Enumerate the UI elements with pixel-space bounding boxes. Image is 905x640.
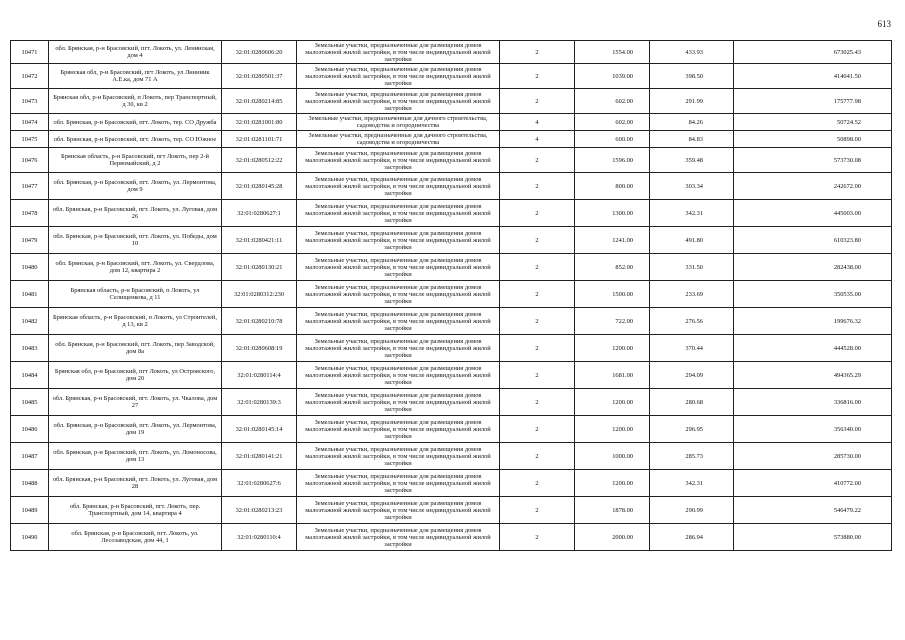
area-cell: 602.00 (575, 89, 650, 114)
area-cell: 602.00 (575, 114, 650, 131)
area-cell: 2000.00 (575, 524, 650, 551)
cadastral-number-cell: 32:01:0280312:230 (222, 281, 297, 308)
area-cell: 1554.00 (575, 41, 650, 64)
category-cell: 2 (500, 148, 575, 173)
permitted-use-cell: Земельные участки, предназначенные для размещения домов малоэтажной жилой застройки, в том числе индивидуальной жилой застройки (297, 173, 500, 200)
cadastral-value-cell: 50724.52 (734, 114, 892, 131)
specific-value-cell: 342.31 (650, 200, 734, 227)
cadastral-value-cell: 414041.50 (734, 64, 892, 89)
table-row (11, 200, 892, 227)
table-row (11, 131, 892, 148)
table-row (11, 64, 892, 89)
cadastral-number-cell: 32:01:0280627:1 (222, 200, 297, 227)
cadastral-value-cell: 199676.32 (734, 308, 892, 335)
permitted-use-cell: Земельные участки, предназначенные для дачного строительства, садоводства и огородничества (297, 131, 500, 148)
specific-value-cell: 285.73 (650, 443, 734, 470)
cadastral-value-cell: 410772.00 (734, 470, 892, 497)
specific-value-cell: 233.69 (650, 281, 734, 308)
table-row (11, 362, 892, 389)
cadastral-number-cell: 32:01:0280141:21 (222, 443, 297, 470)
permitted-use-cell: Земельные участки, предназначенные для размещения домов малоэтажной жилой застройки, в том числе индивидуальной жилой застройки (297, 148, 500, 173)
cadastral-number-cell: 32:01:0280214:85 (222, 89, 297, 114)
row-number: 10486 (11, 416, 49, 443)
address-cell: Брянская область, р-н Брасовский, п Локоть, ул Селищенкова, д 11 (49, 281, 222, 308)
row-number: 10478 (11, 200, 49, 227)
row-number: 10490 (11, 524, 49, 551)
address-cell: обл. Брянская, р-н Брасовский, пгт. Локоть, ул. Ленинская, дом 4 (49, 41, 222, 64)
specific-value-cell: 370.44 (650, 335, 734, 362)
table-row (11, 114, 892, 131)
address-cell: обл. Брянская, р-н Брасовский, пгт. Локоть, ул. Луговая, дом 26 (49, 200, 222, 227)
cadastral-number-cell: 32:01:0280421:11 (222, 227, 297, 254)
area-cell: 800.00 (575, 173, 650, 200)
specific-value-cell: 286.94 (650, 524, 734, 551)
row-number: 10471 (11, 41, 49, 64)
cadastral-number-cell: 32:01:0280110:4 (222, 524, 297, 551)
area-cell: 600.00 (575, 131, 650, 148)
address-cell: Брянская обл, р-н Брасовский, пгт Локоть, ул Линниик А.Е.ка, дом 71 А (49, 64, 222, 89)
table-row (11, 389, 892, 416)
address-cell: обл. Брянская, р-н Брасовский, пгт. Локоть, ул. Свердлова, дом 12, квартира 2 (49, 254, 222, 281)
permitted-use-cell: Земельные участки, предназначенные для размещения домов малоэтажной жилой застройки, в том числе индивидуальной жилой застройки (297, 362, 500, 389)
address-cell: обл. Брянская, р-н Брасовский, пгт. Локоть, тер. СО Дружба (49, 114, 222, 131)
cadastral-number-cell: 32:01:0280512:22 (222, 148, 297, 173)
area-cell: 1039.00 (575, 64, 650, 89)
cadastral-value-cell: 175777.98 (734, 89, 892, 114)
permitted-use-cell: Земельные участки, предназначенные для размещения домов малоэтажной жилой застройки, в том числе индивидуальной жилой застройки (297, 308, 500, 335)
address-cell: обл. Брянская, р-н Брасовский, пгт. Локоть, ул. Победы, дом 10 (49, 227, 222, 254)
area-cell: 722.00 (575, 308, 650, 335)
category-cell: 2 (500, 524, 575, 551)
address-cell: обл. Брянская, р-н Брасовский, пгт. Локоть, ул. Лермонтова, дом 9 (49, 173, 222, 200)
address-cell: Брянская обл, р-н Брасовский, пгт Локоть, ул Островского, дом 20 (49, 362, 222, 389)
row-number: 10474 (11, 114, 49, 131)
permitted-use-cell: Земельные участки, предназначенные для размещения домов малоэтажной жилой застройки, в том числе индивидуальной жилой застройки (297, 254, 500, 281)
permitted-use-cell: Земельные участки, предназначенные для размещения домов малоэтажной жилой застройки, в том числе индивидуальной жилой застройки (297, 470, 500, 497)
category-cell: 2 (500, 173, 575, 200)
permitted-use-cell: Земельные участки, предназначенные для размещения домов малоэтажной жилой застройки, в том числе индивидуальной жилой застройки (297, 524, 500, 551)
category-cell: 2 (500, 254, 575, 281)
address-cell: обл. Брянская, р-н Брасовский, пгт. Локоть, ул. Луговая, дом 28 (49, 470, 222, 497)
table-row (11, 443, 892, 470)
address-cell: Брянская область, р-н Брасовский, п Локоть, ул Строителей, д 13, кв 2 (49, 308, 222, 335)
table-row (11, 416, 892, 443)
cadastral-value-cell: 285730.00 (734, 443, 892, 470)
table-row (11, 497, 892, 524)
cadastral-value-cell: 573730.08 (734, 148, 892, 173)
category-cell: 2 (500, 281, 575, 308)
cadastral-value-cell: 610323.80 (734, 227, 892, 254)
specific-value-cell: 303.34 (650, 173, 734, 200)
specific-value-cell: 276.56 (650, 308, 734, 335)
cadastral-number-cell: 32:01:0280501:37 (222, 64, 297, 89)
row-number: 10476 (11, 148, 49, 173)
area-cell: 1681.00 (575, 362, 650, 389)
specific-value-cell: 342.31 (650, 470, 734, 497)
category-cell: 2 (500, 470, 575, 497)
category-cell: 2 (500, 308, 575, 335)
category-cell: 2 (500, 227, 575, 254)
cadastral-value-cell: 445003.00 (734, 200, 892, 227)
category-cell: 2 (500, 443, 575, 470)
cadastral-number-cell: 32:01:0280606:20 (222, 41, 297, 64)
address-cell: обл. Брянская, р-н Брасовский, пгт. Локоть, ул. Лермонтова, дом 19 (49, 416, 222, 443)
specific-value-cell: 280.68 (650, 389, 734, 416)
area-cell: 1000.00 (575, 443, 650, 470)
table-row (11, 470, 892, 497)
cadastral-number-cell: 32:01:0280213:23 (222, 497, 297, 524)
category-cell: 2 (500, 389, 575, 416)
table-row (11, 524, 892, 551)
permitted-use-cell: Земельные участки, предназначенные для размещения домов малоэтажной жилой застройки, в том числе индивидуальной жилой застройки (297, 416, 500, 443)
row-number: 10485 (11, 389, 49, 416)
cadastral-value-cell: 356340.00 (734, 416, 892, 443)
permitted-use-cell: Земельные участки, предназначенные для размещения домов малоэтажной жилой застройки, в том числе индивидуальной жилой застройки (297, 281, 500, 308)
address-cell: Брянская область, р-н Брасовский, пгт Локоть, пер 2-й Первомайский, д 2 (49, 148, 222, 173)
table-row (11, 335, 892, 362)
address-cell: обл. Брянская, р-н Брасовский, пгт. Локоть, ул. Лесозаводская, дом 44, 1 (49, 524, 222, 551)
category-cell: 2 (500, 335, 575, 362)
table-row (11, 148, 892, 173)
specific-value-cell: 290.99 (650, 497, 734, 524)
cadastral-value-cell: 546479.22 (734, 497, 892, 524)
table-row (11, 281, 892, 308)
row-number: 10487 (11, 443, 49, 470)
area-cell: 1241.00 (575, 227, 650, 254)
row-number: 10489 (11, 497, 49, 524)
row-number: 10475 (11, 131, 49, 148)
permitted-use-cell: Земельные участки, предназначенные для размещения домов малоэтажной жилой застройки, в том числе индивидуальной жилой застройки (297, 41, 500, 64)
specific-value-cell: 84.83 (650, 131, 734, 148)
cadastral-value-cell: 50898.00 (734, 131, 892, 148)
specific-value-cell: 294.09 (650, 362, 734, 389)
row-number: 10480 (11, 254, 49, 281)
area-cell: 1300.00 (575, 200, 650, 227)
category-cell: 2 (500, 200, 575, 227)
category-cell: 2 (500, 89, 575, 114)
table-row (11, 173, 892, 200)
address-cell: обл. Брянская, р-н Брасовский, пгт. Локоть, ул. Чкалова, дом 27 (49, 389, 222, 416)
category-cell: 2 (500, 362, 575, 389)
area-cell: 1200.00 (575, 335, 650, 362)
permitted-use-cell: Земельные участки, предназначенные для размещения домов малоэтажной жилой застройки, в том числе индивидуальной жилой застройки (297, 200, 500, 227)
cadastral-value-cell: 242672.00 (734, 173, 892, 200)
cadastral-value-cell: 573880.00 (734, 524, 892, 551)
permitted-use-cell: Земельные участки, предназначенные для размещения домов малоэтажной жилой застройки, в том числе индивидуальной жилой застройки (297, 389, 500, 416)
cadastral-number-cell: 32:01:0281101:71 (222, 131, 297, 148)
cadastral-number-cell: 32:01:0281001:80 (222, 114, 297, 131)
cadastral-value-cell: 350535.00 (734, 281, 892, 308)
area-cell: 852.00 (575, 254, 650, 281)
specific-value-cell: 491.80 (650, 227, 734, 254)
row-number: 10477 (11, 173, 49, 200)
permitted-use-cell: Земельные участки, предназначенные для размещения домов малоэтажной жилой застройки, в том числе индивидуальной жилой застройки (297, 64, 500, 89)
table-row (11, 41, 892, 64)
specific-value-cell: 398.50 (650, 64, 734, 89)
area-cell: 1200.00 (575, 470, 650, 497)
category-cell: 2 (500, 497, 575, 524)
cadastral-value-cell: 494365.29 (734, 362, 892, 389)
specific-value-cell: 331.50 (650, 254, 734, 281)
table-row (11, 227, 892, 254)
cadastral-number-cell: 32:01:0280114:4 (222, 362, 297, 389)
category-cell: 2 (500, 416, 575, 443)
row-number: 10482 (11, 308, 49, 335)
category-cell: 2 (500, 64, 575, 89)
row-number: 10479 (11, 227, 49, 254)
specific-value-cell: 291.99 (650, 89, 734, 114)
row-number: 10481 (11, 281, 49, 308)
permitted-use-cell: Земельные участки, предназначенные для размещения домов малоэтажной жилой застройки, в том числе индивидуальной жилой застройки (297, 227, 500, 254)
table-body (11, 41, 892, 551)
cadastral-value-cell: 673025.43 (734, 41, 892, 64)
page-number: 613 (877, 19, 891, 29)
cadastral-value-cell: 282438.00 (734, 254, 892, 281)
permitted-use-cell: Земельные участки, предназначенные для размещения домов малоэтажной жилой застройки, в том числе индивидуальной жилой застройки (297, 335, 500, 362)
permitted-use-cell: Земельные участки, предназначенные для дачного строительства, садоводства и огородничества (297, 114, 500, 131)
row-number: 10484 (11, 362, 49, 389)
cadastral-number-cell: 32:01:0280145:14 (222, 416, 297, 443)
area-cell: 1596.00 (575, 148, 650, 173)
area-cell: 1500.00 (575, 281, 650, 308)
cadastral-number-cell: 32:01:0280130:21 (222, 254, 297, 281)
cadastral-number-cell: 32:01:0280627:6 (222, 470, 297, 497)
area-cell: 1878.00 (575, 497, 650, 524)
table-row (11, 254, 892, 281)
address-cell: обл. Брянская, р-н Брасовский, пгт. Локоть, пер. Транспортный, дом 14, квартира 4 (49, 497, 222, 524)
specific-value-cell: 84.26 (650, 114, 734, 131)
area-cell: 1200.00 (575, 389, 650, 416)
specific-value-cell: 433.93 (650, 41, 734, 64)
cadastral-value-cell: 444528.00 (734, 335, 892, 362)
cadastral-number-cell: 32:01:0280139:3 (222, 389, 297, 416)
permitted-use-cell: Земельные участки, предназначенные для размещения домов малоэтажной жилой застройки, в том числе индивидуальной жилой застройки (297, 443, 500, 470)
cadastral-number-cell: 32:01:0280210:78 (222, 308, 297, 335)
address-cell: обл. Брянская, р-н Брасовский, пгт. Локоть, тер. СО Южное (49, 131, 222, 148)
area-cell: 1200.00 (575, 416, 650, 443)
permitted-use-cell: Земельные участки, предназначенные для размещения домов малоэтажной жилой застройки, в том числе индивидуальной жилой застройки (297, 497, 500, 524)
address-cell: обл. Брянская, р-н Брасовский, пгт. Локоть, пер Заводской, дом 8а (49, 335, 222, 362)
row-number: 10473 (11, 89, 49, 114)
address-cell: обл. Брянская, р-н Брасовский, пгт. Локоть, ул. Ломоносова, дом 13 (49, 443, 222, 470)
cadastral-number-cell: 32:01:0280145:28 (222, 173, 297, 200)
table-row (11, 308, 892, 335)
specific-value-cell: 359.48 (650, 148, 734, 173)
land-registry-table (10, 40, 892, 551)
row-number: 10483 (11, 335, 49, 362)
cadastral-number-cell: 32:01:0280608:19 (222, 335, 297, 362)
table-row (11, 89, 892, 114)
category-cell: 2 (500, 41, 575, 64)
category-cell: 4 (500, 131, 575, 148)
address-cell: Брянская обл, р-н Брасовский, п Локоть, пер Транспортный, д 30, кв 2 (49, 89, 222, 114)
specific-value-cell: 296.95 (650, 416, 734, 443)
permitted-use-cell: Земельные участки, предназначенные для размещения домов малоэтажной жилой застройки, в том числе индивидуальной жилой застройки (297, 89, 500, 114)
row-number: 10472 (11, 64, 49, 89)
row-number: 10488 (11, 470, 49, 497)
cadastral-value-cell: 336816.00 (734, 389, 892, 416)
category-cell: 4 (500, 114, 575, 131)
